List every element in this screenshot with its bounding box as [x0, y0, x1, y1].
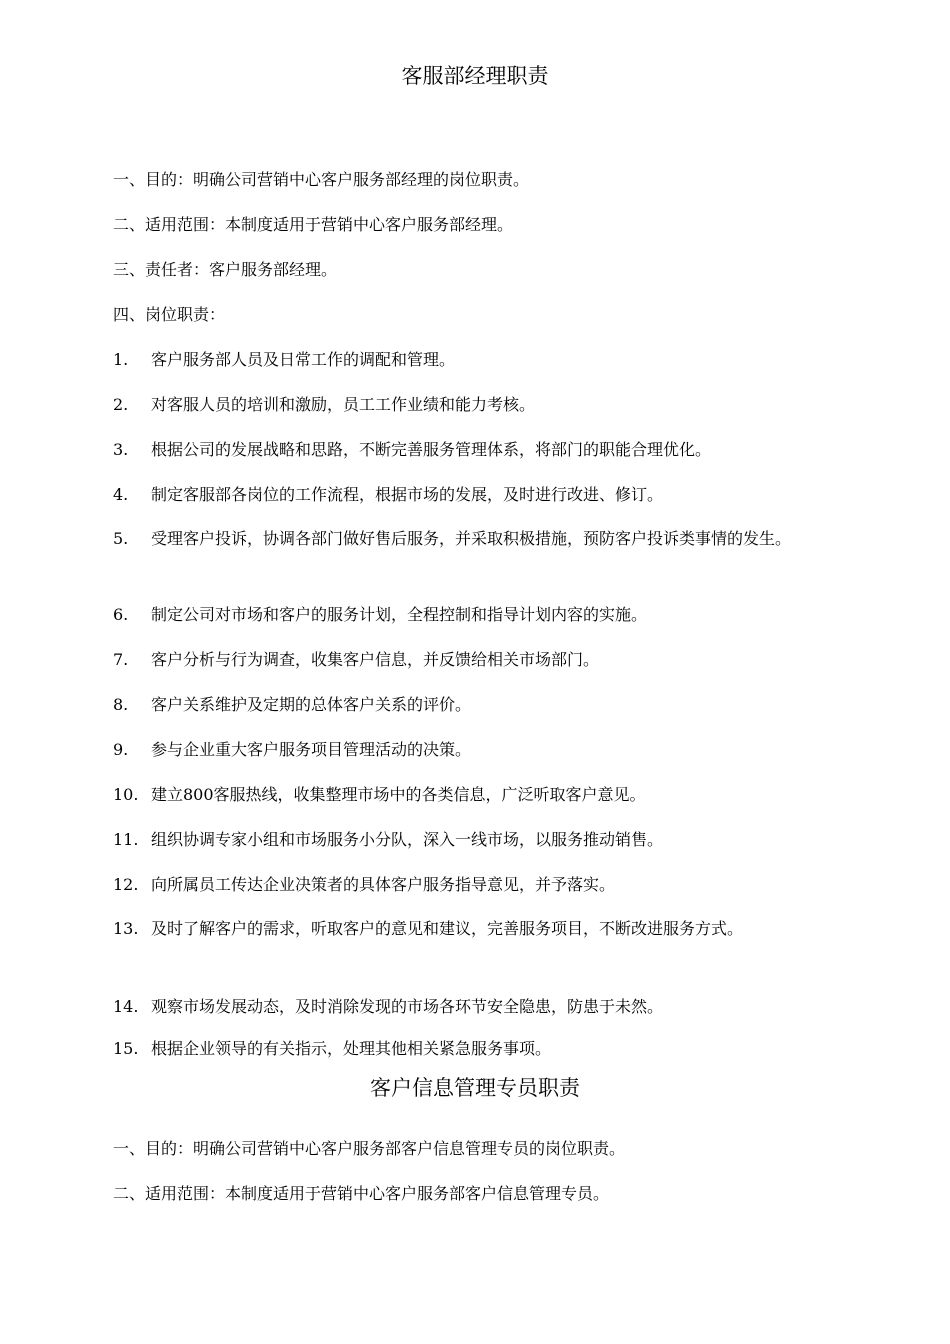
duty-text: 受理客户投诉，协调各部门做好售后服务，并采取积极措施，预防客户投诉类事情的发生。 [151, 529, 792, 548]
section2-purpose: 一、目的：明确公司营销中心客户服务部客户信息管理专员的岗位职责。 [113, 1139, 626, 1158]
duty-item [113, 645, 833, 675]
duty-number: 11. [113, 830, 139, 849]
duty-item [113, 435, 833, 465]
duty-item [113, 992, 833, 1022]
duty-number: 8. [113, 695, 129, 714]
duty-text: 观察市场发展动态，及时消除发现的市场各环节安全隐患，防患于未然。 [151, 997, 664, 1016]
duty-number: 14. [113, 997, 139, 1016]
duty-item [113, 390, 833, 420]
duty-number: 5. [113, 529, 129, 548]
duty-number: 3. [113, 440, 129, 459]
duty-text: 根据公司的发展战略和思路，不断完善服务管理体系，将部门的职能合理优化。 [151, 440, 712, 459]
duty-number: 6. [113, 605, 129, 624]
duty-item [113, 870, 833, 900]
duty-number: 1. [113, 350, 129, 369]
duty-text: 制定公司对市场和客户的服务计划，全程控制和指导计划内容的实施。 [151, 605, 648, 624]
duty-text: 客户服务部人员及日常工作的调配和管理。 [151, 350, 456, 369]
duty-text: 及时了解客户的需求，听取客户的意见和建议，完善服务项目，不断改进服务方式。 [151, 919, 744, 938]
duty-item [113, 523, 833, 555]
duty-number: 7. [113, 650, 129, 669]
duty-number: 13. [113, 919, 139, 938]
duty-text: 组织协调专家小组和市场服务小分队，深入一线市场，以服务推动销售。 [151, 830, 664, 849]
duty-number: 12. [113, 875, 139, 894]
duty-number: 9. [113, 740, 129, 759]
duty-item [113, 913, 833, 945]
duty-text: 建立800客服热线，收集整理市场中的各类信息，广泛听取客户意见。 [151, 785, 646, 804]
duty-text: 参与企业重大客户服务项目管理活动的决策。 [151, 740, 472, 759]
duty-item [113, 480, 833, 510]
duty-item [113, 690, 833, 720]
duty-item [113, 780, 833, 810]
duty-text: 对客服人员的培训和激励，员工工作业绩和能力考核。 [151, 395, 536, 414]
duty-item [113, 825, 833, 855]
section2-scope: 二、适用范围：本制度适用于营销中心客户服务部客户信息管理专员。 [113, 1184, 610, 1203]
duty-number: 10. [113, 785, 139, 804]
duty-number: 4. [113, 485, 129, 504]
duty-text: 根据企业领导的有关指示，处理其他相关紧急服务事项。 [151, 1039, 552, 1058]
duty-number: 15. [113, 1039, 139, 1058]
section2-title: 客户信息管理专员职责 [370, 1076, 580, 1100]
section1-title: 客服部经理职责 [401, 64, 549, 88]
duty-item [113, 735, 833, 765]
section1-purpose: 一、目的：明确公司营销中心客户服务部经理的岗位职责。 [113, 170, 530, 189]
section1-duties-heading: 四、岗位职责： [113, 305, 226, 324]
duty-item [113, 600, 833, 630]
duty-text: 客户关系维护及定期的总体客户关系的评价。 [151, 695, 472, 714]
duty-text: 向所属员工传达企业决策者的具体客户服务指导意见，并予落实。 [151, 875, 616, 894]
duty-item [113, 345, 833, 375]
duty-number: 2. [113, 395, 129, 414]
duty-text: 客户分析与行为调查，收集客户信息，并反馈给相关市场部门。 [151, 650, 600, 669]
duty-text: 制定客服部各岗位的工作流程，根据市场的发展，及时进行改进、修订。 [151, 485, 664, 504]
section1-responsible: 三、责任者：客户服务部经理。 [113, 260, 338, 279]
duty-item [113, 1034, 833, 1064]
section1-scope: 二、适用范围：本制度适用于营销中心客户服务部经理。 [113, 215, 514, 234]
